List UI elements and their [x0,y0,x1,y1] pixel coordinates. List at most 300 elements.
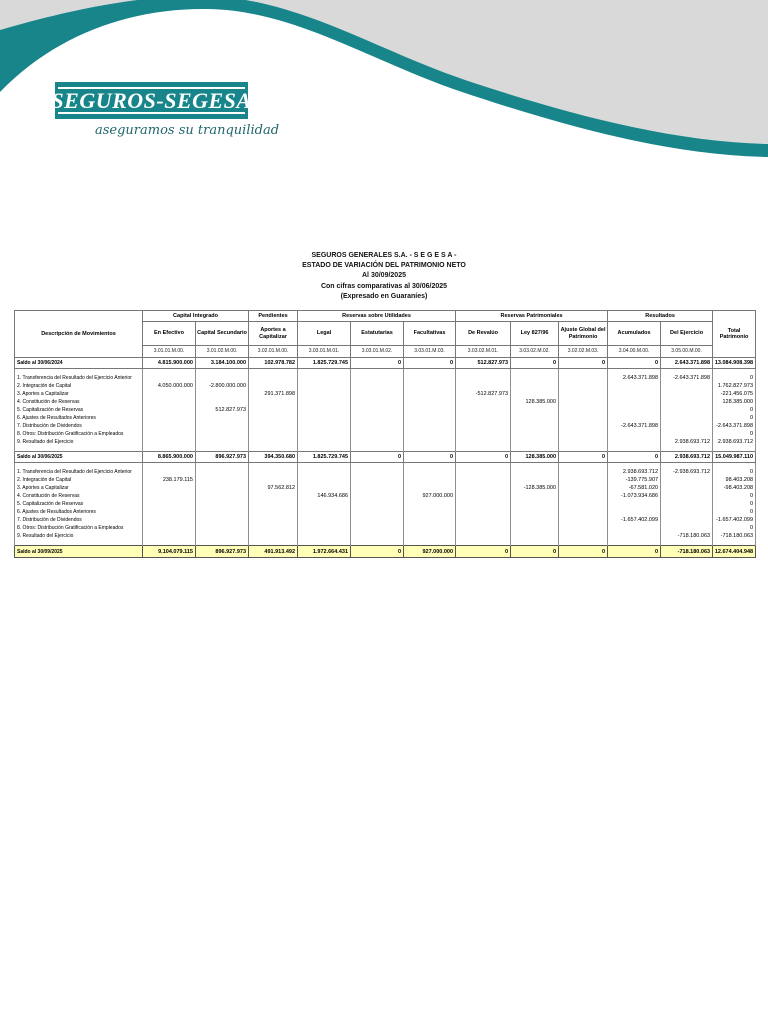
currency-note: (Expresado en Guaraníes) [340,292,428,300]
cell [196,374,249,382]
cell: 0 [713,430,756,438]
cell: 0 [713,492,756,500]
cell: 896.927.973 [196,452,249,463]
row-label: 5. Capitalización de Reservas [15,406,143,414]
cell: 512.827.973 [196,406,249,414]
cell [249,414,298,422]
row-label: 3. Aportes a Capitalizar [15,484,143,492]
cell: -718.180.063 [713,532,756,540]
cell [511,438,559,446]
brand-tagline: aseguramos su tranquilidad [95,123,280,138]
cell [511,468,559,476]
cell [196,532,249,540]
cell [249,438,298,446]
cell: 394.350.680 [249,452,298,463]
cell: -98.403.208 [713,484,756,492]
column-header: Legal [298,322,351,346]
cell [249,468,298,476]
table-row [15,508,756,516]
cell [143,438,196,446]
cell [143,430,196,438]
column-code: 3.02.01.M.00. [249,346,298,358]
cell [298,398,351,406]
cell: 0 [713,414,756,422]
cell [559,468,608,476]
cell: -718.180.063 [661,532,713,540]
cell: 0 [608,358,661,369]
column-code: 3.03.02.M.01. [456,346,511,358]
cell: -2.938.693.712 [661,468,713,476]
cell [511,374,559,382]
cell [661,406,713,414]
cell [249,500,298,508]
cell [249,524,298,532]
cell: 128.385.000 [511,398,559,406]
cell [456,430,511,438]
cell [661,414,713,422]
cell [511,390,559,398]
cell [559,508,608,516]
cell [249,406,298,414]
table-row [15,438,756,446]
table-row [15,524,756,532]
cell [196,516,249,524]
table-row [15,532,756,540]
table-row [15,414,756,422]
cell [143,406,196,414]
cell [559,438,608,446]
cell: 491.913.492 [249,546,298,558]
column-header: De Revalúo [456,322,511,346]
column-header: Estatutarias [351,322,404,346]
column-header: Capital Secundario [196,322,249,346]
cell [196,430,249,438]
cell [143,422,196,430]
cell: 1.762.827.973 [713,382,756,390]
cell: 0 [456,452,511,463]
cell: -1.657.402.099 [608,516,661,524]
column-code: 3.04.00.M.00. [608,346,661,358]
cell [196,438,249,446]
document-title-block [0,251,768,302]
column-code: 3.03.02.M.02. [511,346,559,358]
table-row [15,406,756,414]
table-row [15,374,756,382]
cell [404,382,456,390]
statement-date: Al 30/09/2025 [362,272,406,280]
cell [456,492,511,500]
cell: 2.938.693.712 [661,438,713,446]
cell [456,422,511,430]
cell [661,500,713,508]
cell [661,430,713,438]
cell [456,414,511,422]
cell [511,414,559,422]
cell [351,382,404,390]
cell: 146.934.686 [298,492,351,500]
cell [298,524,351,532]
row-label: 6. Ajustes de Resultados Anteriores [15,508,143,516]
row-label: 4. Constitución de Reservas [15,492,143,500]
row-label: Saldo al 30/06/2024 [15,358,143,369]
cell: 2.938.693.712 [713,438,756,446]
cell [456,524,511,532]
cell: 128.385.000 [511,452,559,463]
cell: 97.562.812 [249,484,298,492]
cell [608,500,661,508]
cell [196,484,249,492]
row-label: 6. Ajustes de Resultados Anteriores [15,414,143,422]
cell [559,524,608,532]
cell [351,492,404,500]
column-header: En Efectivo [143,322,196,346]
column-header: Del Ejercicio [661,322,713,346]
column-header: Facultativas [404,322,456,346]
column-code: 3.03.01.M.01. [298,346,351,358]
cell [143,500,196,508]
cell: -2.643.371.898 [713,422,756,430]
cell [196,390,249,398]
table-row [15,476,756,484]
cell [298,438,351,446]
cell [511,422,559,430]
cell [298,414,351,422]
cell [456,382,511,390]
cell [661,390,713,398]
cell [196,500,249,508]
cell [404,508,456,516]
cell [404,438,456,446]
table-row [15,546,756,558]
cell [249,476,298,484]
table-row [15,382,756,390]
cell [298,500,351,508]
cell: 1.972.664.431 [298,546,351,558]
cell [404,500,456,508]
cell: 238.179.115 [143,476,196,484]
cell [196,398,249,406]
cell [351,500,404,508]
column-code: 3.01.02.M.00. [196,346,249,358]
cell [298,382,351,390]
cell [511,516,559,524]
column-header: Ley 827/96 [511,322,559,346]
patrimonio-table [14,310,756,558]
cell: 0 [713,406,756,414]
cell: 2.643.371.898 [661,358,713,369]
cell [661,484,713,492]
table-row [15,516,756,524]
group-header: Reservas sobre Utilidades [298,311,456,322]
cell [298,390,351,398]
column-code: 3.02.02.M.03. [559,346,608,358]
statement-title: ESTADO DE VARIACIÓN DEL PATRIMONIO NETO [302,262,466,270]
cell: 0 [511,546,559,558]
cell [608,430,661,438]
cell: 8.865.900.000 [143,452,196,463]
cell [559,414,608,422]
cell [143,374,196,382]
cell [298,484,351,492]
row-label: Saldo al 30/09/2025 [15,546,143,558]
cell: -221.456.075 [713,390,756,398]
table-row [15,390,756,398]
corner-header: Descripción de Movimientos [15,311,143,358]
cell [196,476,249,484]
cell [608,414,661,422]
column-header: Acumulados [608,322,661,346]
cell [456,468,511,476]
cell: 0 [713,374,756,382]
table-row [15,398,756,406]
cell [608,532,661,540]
cell [351,390,404,398]
header-group-row [15,311,756,322]
cell [298,516,351,524]
cell [404,422,456,430]
cell [351,532,404,540]
cell [351,508,404,516]
cell [298,430,351,438]
cell [143,414,196,422]
table-row [15,500,756,508]
cell [196,422,249,430]
cell [559,516,608,524]
cell: -2.643.371.898 [608,422,661,430]
cell [404,374,456,382]
cell [511,500,559,508]
cell [661,422,713,430]
cell: 12.674.404.948 [713,546,756,558]
cell: 0 [456,546,511,558]
cell [298,374,351,382]
cell [143,524,196,532]
cell: 927.000.000 [404,492,456,500]
cell [249,508,298,516]
cell [196,492,249,500]
cell [404,390,456,398]
cell: 102.978.782 [249,358,298,369]
cell [559,500,608,508]
cell: 1.825.729.745 [298,452,351,463]
cell [559,422,608,430]
cell [351,406,404,414]
cell: 0 [559,358,608,369]
cell: 0 [559,546,608,558]
cell [298,476,351,484]
cell: 98.403.208 [713,476,756,484]
cell [559,398,608,406]
group-header: Capital Integrado [143,311,249,322]
table-row [15,468,756,476]
cell: -1.073.934.686 [608,492,661,500]
row-label: 7. Distribución de Dividendos [15,422,143,430]
row-label: 9. Resultado del Ejercicio [15,532,143,540]
row-label: 5. Capitalización de Reservas [15,500,143,508]
cell: 0 [608,546,661,558]
row-label: 3. Aportes a Capitalizar [15,390,143,398]
cell [143,508,196,516]
cell [404,430,456,438]
group-header: Reservas Patrimoniales [456,311,608,322]
cell: 291.371.898 [249,390,298,398]
cell: 0 [404,452,456,463]
cell [511,532,559,540]
cell [351,422,404,430]
group-header: Resultados [608,311,713,322]
cell: -2.800.000.000 [196,382,249,390]
cell: 927.000.000 [404,546,456,558]
cell [661,398,713,406]
cell [559,374,608,382]
cell [404,484,456,492]
cell [404,524,456,532]
cell [351,516,404,524]
cell: 9.104.079.115 [143,546,196,558]
cell: 13.084.908.398 [713,358,756,369]
cell: 0 [713,508,756,516]
cell [608,508,661,516]
cell [456,516,511,524]
cell: 0 [713,468,756,476]
cell: -718.180.063 [661,546,713,558]
cell [511,524,559,532]
column-code: 3.05.00.M.00. [661,346,713,358]
cell [559,382,608,390]
cell [298,422,351,430]
table-row [15,430,756,438]
cell [351,430,404,438]
cell [143,390,196,398]
cell: 2.938.693.712 [608,468,661,476]
cell [511,382,559,390]
column-header: Aportes a Capitalizar [249,322,298,346]
cell [143,398,196,406]
cell [404,516,456,524]
patrimonio-table-wrapper [14,310,755,558]
cell [559,390,608,398]
cell [404,468,456,476]
cell [559,476,608,484]
row-label: 2. Integración de Capital [15,476,143,484]
cell [404,406,456,414]
cell [608,398,661,406]
cell [196,468,249,476]
cell [661,516,713,524]
cell: 0 [559,452,608,463]
cell [608,406,661,414]
cell [661,508,713,516]
cell [351,414,404,422]
cell [559,492,608,500]
cell [298,508,351,516]
cell [456,532,511,540]
cell [143,492,196,500]
cell [559,430,608,438]
cell [559,406,608,414]
column-code: 3.01.01.M.00. [143,346,196,358]
cell [456,406,511,414]
cell [404,532,456,540]
cell [249,492,298,500]
cell [143,516,196,524]
cell: 896.927.973 [196,546,249,558]
cell [143,532,196,540]
row-label: 9. Resultado del Ejercicio [15,438,143,446]
brand-logo [51,82,252,119]
cell [351,524,404,532]
cell [404,476,456,484]
cell [351,484,404,492]
cell: -2.643.371.898 [661,374,713,382]
cell [456,500,511,508]
cell: 0 [404,358,456,369]
cell: 15.049.987.110 [713,452,756,463]
cell [511,406,559,414]
row-label: 1. Transferencia del Resultado del Ejercicio Anterior [15,468,143,476]
cell [298,468,351,476]
row-label: 7. Distribución de Dividendos [15,516,143,524]
cell [196,414,249,422]
cell [456,476,511,484]
cell [661,476,713,484]
row-label: 1. Transferencia del Resultado del Ejercicio Anterior [15,374,143,382]
cell [511,430,559,438]
cell: 0 [351,358,404,369]
cell [298,406,351,414]
cell: 1.825.729.745 [298,358,351,369]
cell [608,524,661,532]
cell: -512.827.973 [456,390,511,398]
table-row [15,358,756,369]
row-label: 4. Constitución de Reservas [15,398,143,406]
cell: 0 [608,452,661,463]
row-label: Saldo al 30/06/2025 [15,452,143,463]
cell: 0 [511,358,559,369]
cell [249,516,298,524]
cell [143,484,196,492]
cell [511,508,559,516]
table-row [15,484,756,492]
cell [559,532,608,540]
cell [404,414,456,422]
group-header: Pendientes [249,311,298,322]
table-row [15,452,756,463]
cell [351,398,404,406]
cell [456,398,511,406]
cell [404,398,456,406]
cell [456,508,511,516]
cell [249,422,298,430]
cell [661,524,713,532]
cell [661,492,713,500]
column-code: 3.03.01.M.03. [404,346,456,358]
cell: 128.385.000 [713,398,756,406]
row-label: 8. Otros: Distribución Gratificación a Empleados [15,524,143,532]
cell: 2.643.371.898 [608,374,661,382]
cell: 0 [351,546,404,558]
cell: 0 [713,524,756,532]
cell [351,468,404,476]
cell: -139.775.907 [608,476,661,484]
cell [661,382,713,390]
cell [351,438,404,446]
company-title: SEGUROS GENERALES S.A. - S E G E S A - [311,252,457,259]
cell: 0 [713,500,756,508]
comparative-note: Con cifras comparativas al 30/06/2025 [320,282,448,290]
cell [456,374,511,382]
cell: 4.815.900.000 [143,358,196,369]
